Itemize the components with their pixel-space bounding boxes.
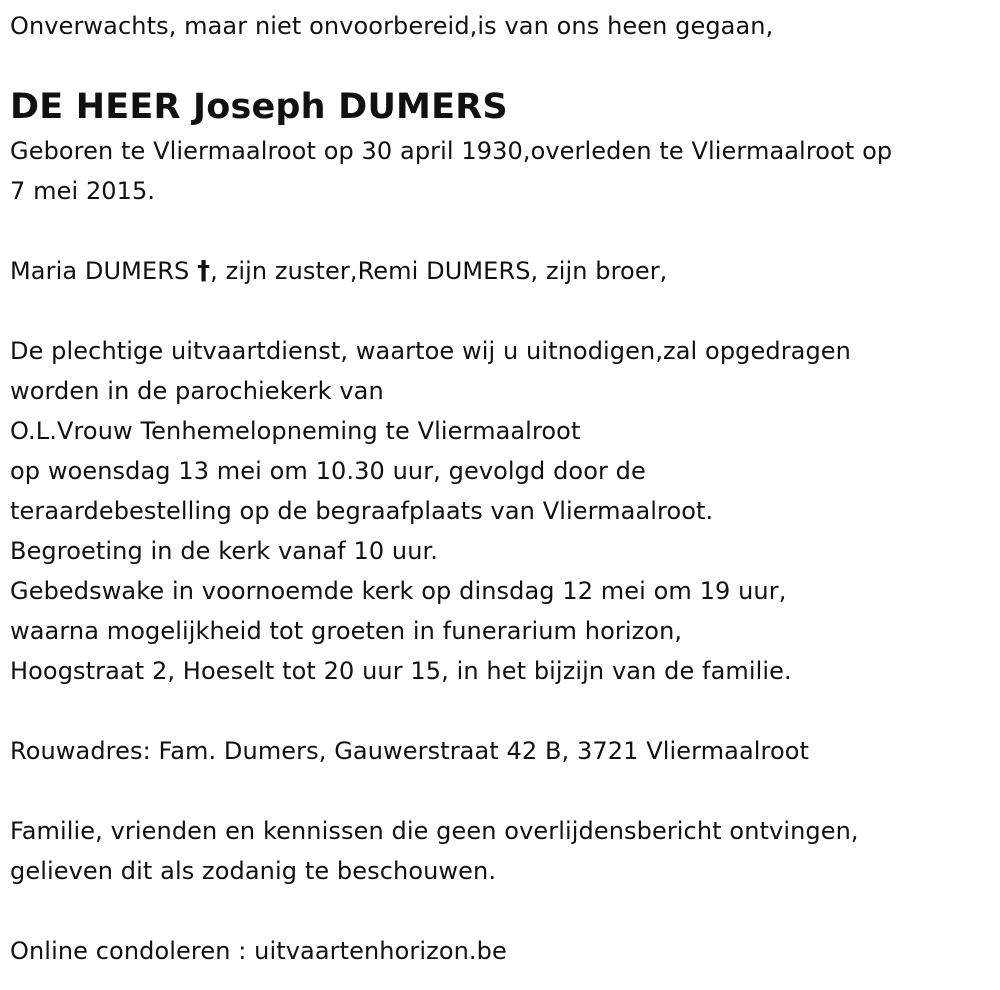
spacer: [10, 891, 1000, 931]
service-line-6: Begroeting in de kerk vanaf 10 uur.: [10, 537, 439, 565]
birth-death-line-2: 7 mei 2015.: [10, 177, 156, 205]
spacer: [10, 211, 1000, 251]
service-line-9: Hoogstraat 2, Hoeselt tot 20 uur 15, in het bijzijn van de familie.: [10, 657, 792, 685]
service-line-1: De plechtige uitvaartdienst, waartoe wij u uitnodigen,zal opgedragen: [10, 337, 851, 365]
spacer: [10, 771, 1000, 811]
online-condolence: Online condoleren : uitvaartenhorizon.be: [10, 937, 507, 965]
deceased-name: DE HEER Joseph DUMERS: [10, 87, 508, 127]
mourning-address: Rouwadres: Fam. Dumers, Gauwerstraat 42 B, 3721 Vliermaalroot: [10, 737, 810, 765]
birth-death-line-1: Geboren te Vliermaalroot op 30 april 1930,overleden te Vliermaalroot op: [10, 137, 893, 165]
notice-line-2: gelieven dit als zodanig te beschouwen.: [10, 857, 497, 885]
sister-name: Maria DUMERS: [10, 257, 190, 285]
service-line-4: op woensdag 13 mei om 10.30 uur, gevolgd door de: [10, 457, 646, 485]
obituary-notice: [0, 6, 1000, 990]
service-line-3: O.L.Vrouw Tenhemelopneming te Vliermaalroot: [10, 417, 581, 445]
spacer: [10, 291, 1000, 331]
family-line: [10, 251, 1000, 291]
family-relations: , zijn zuster,Remi DUMERS, zijn broer,: [210, 257, 668, 285]
notice-line-1: Familie, vrienden en kennissen die geen overlijdensbericht ontvingen,: [10, 817, 859, 845]
intro-text: Onverwachts, maar niet onvoorbereid,is van ons heen gegaan,: [10, 12, 774, 40]
service-line-8: waarna mogelijkheid tot groeten in funerarium horizon,: [10, 617, 683, 645]
service-line-5: teraardebestelling op de begraafplaats van Vliermaalroot.: [10, 497, 714, 525]
cross-icon: †: [197, 256, 211, 286]
service-line-7: Gebedswake in voornoemde kerk op dinsdag 12 mei om 19 uur,: [10, 577, 787, 605]
service-line-2: worden in de parochiekerk van: [10, 377, 384, 405]
spacer: [10, 691, 1000, 731]
